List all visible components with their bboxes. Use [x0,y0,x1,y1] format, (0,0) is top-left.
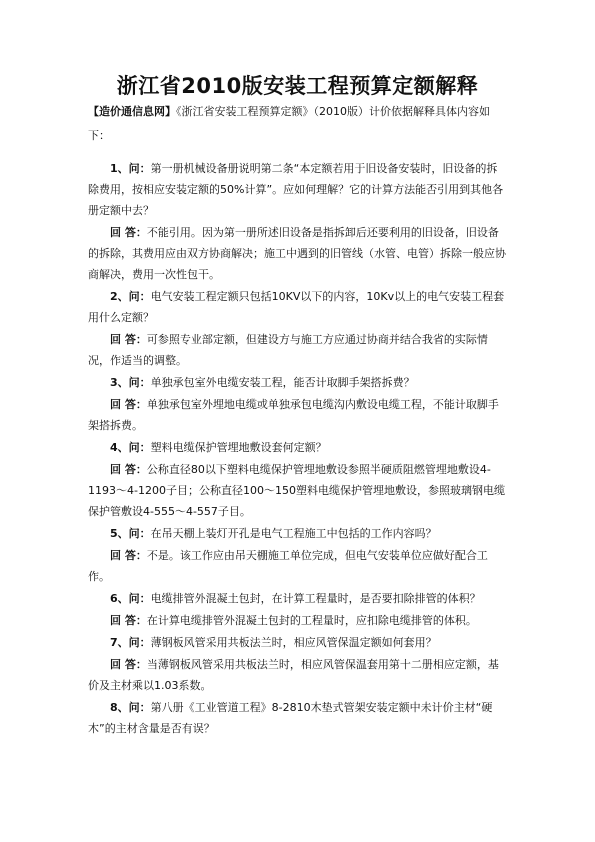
qa-label: 4、问： [110,441,151,454]
qa-label: 3、问： [110,376,151,389]
question-paragraph [88,632,508,653]
qa-text: 电缆排管外混凝土包封，在计算工程量时，是否要扣除排管的体积？ [150,592,481,605]
intro-source: 【造价通信息网】 [88,105,176,118]
qa-text: 不能引用。因为第一册所述旧设备是指拆卸后还要利用的旧设备，旧设备的拆除，其费用应由双方协商解决；施工中遇到的旧管线（水管、电管）拆除一般应协商解决，费用一次性包干。 [88,226,506,281]
intro-paragraph [88,100,508,148]
answer-paragraph [88,610,508,631]
qa-label: 回 答： [110,333,147,346]
qa-text: 单独承包室外电缆安装工程，能否计取脚手架搭拆费？ [150,376,415,389]
qa-text: 公称直径80以下塑料电缆保护管埋地敷设参照半硬质阻燃管埋地敷设4-1193～4-1200子目；公称直径100～150塑料电缆保护管埋地敷设，参照玻璃钢电缆保护管敷设4-555～4-557子目。 [88,463,505,518]
question-paragraph [88,372,508,393]
answer-paragraph [88,394,508,436]
answer-paragraph [88,654,508,696]
qa-label: 1、问： [110,162,151,175]
qa-text: 在吊天棚上装灯开孔是电气工程施工中包括的工作内容吗？ [150,527,437,540]
answer-paragraph [88,329,508,371]
answer-paragraph [88,459,508,522]
qa-label: 6、问： [110,592,151,605]
question-paragraph [88,523,508,544]
qa-text: 电气安装工程定额只包括10KV以下的内容，10Kv以上的电气安装工程套用什么定额？ [88,290,505,324]
qa-label: 5、问： [110,527,151,540]
qa-label: 7、问： [110,636,151,649]
qa-text: 第一册机械设备册说明第二条“本定额若用于旧设备安装时，旧设备的拆除费用，按相应安装定额的50%计算”。应如何理解？它的计算方法能否引用到其他各册定额中去？ [88,162,504,217]
qa-text: 可参照专业部定额，但建设方与施工方应通过协商并结合我省的实际情况，作适当的调整。 [88,333,488,367]
question-paragraph [88,437,508,458]
qa-text: 塑料电缆保护管埋地敷设套何定额？ [150,441,327,454]
qa-text: 当薄钢板风管采用共板法兰时，相应风管保温套用第十二册相应定额，基价及主材乘以1.03系数。 [88,658,499,692]
question-paragraph [88,588,508,609]
qa-text: 薄钢板风管采用共板法兰时，相应风管保温定额如何套用？ [150,636,437,649]
answer-paragraph [88,545,508,587]
qa-label: 回 答： [110,658,147,671]
qa-label: 回 答： [110,226,147,239]
qa-label: 回 答： [110,549,147,562]
qa-label: 回 答： [110,463,147,476]
qa-label: 8、问： [110,701,151,714]
document-title: 浙江省2010版安装工程预算定额解释 [116,74,479,98]
question-paragraph [88,697,508,739]
question-paragraph [88,286,508,328]
qa-text: 不是。该工作应由吊天棚施工单位完成，但电气安装单位应做好配合工作。 [88,549,488,583]
qa-text: 单独承包室外埋地电缆或单独承包电缆沟内敷设电缆工程，不能计取脚手架搭拆费。 [88,398,499,432]
answer-paragraph [88,222,508,285]
qa-label: 2、问： [110,290,151,303]
intro-text: 《浙江省安装工程预算定额》（2010版）计价依据解释具体内容如下： [88,105,490,142]
qa-list [88,158,508,740]
qa-text: 第八册《工业管道工程》8-2810木垫式管架安装定额中未计价主材“硬木”的主材含量是否有误？ [88,701,493,735]
question-paragraph [88,158,508,221]
qa-label: 回 答： [110,398,147,411]
qa-text: 在计算电缆排管外混凝土包封的工程量时，应扣除电缆排管的体积。 [146,614,477,627]
qa-label: 回 答： [110,614,147,627]
